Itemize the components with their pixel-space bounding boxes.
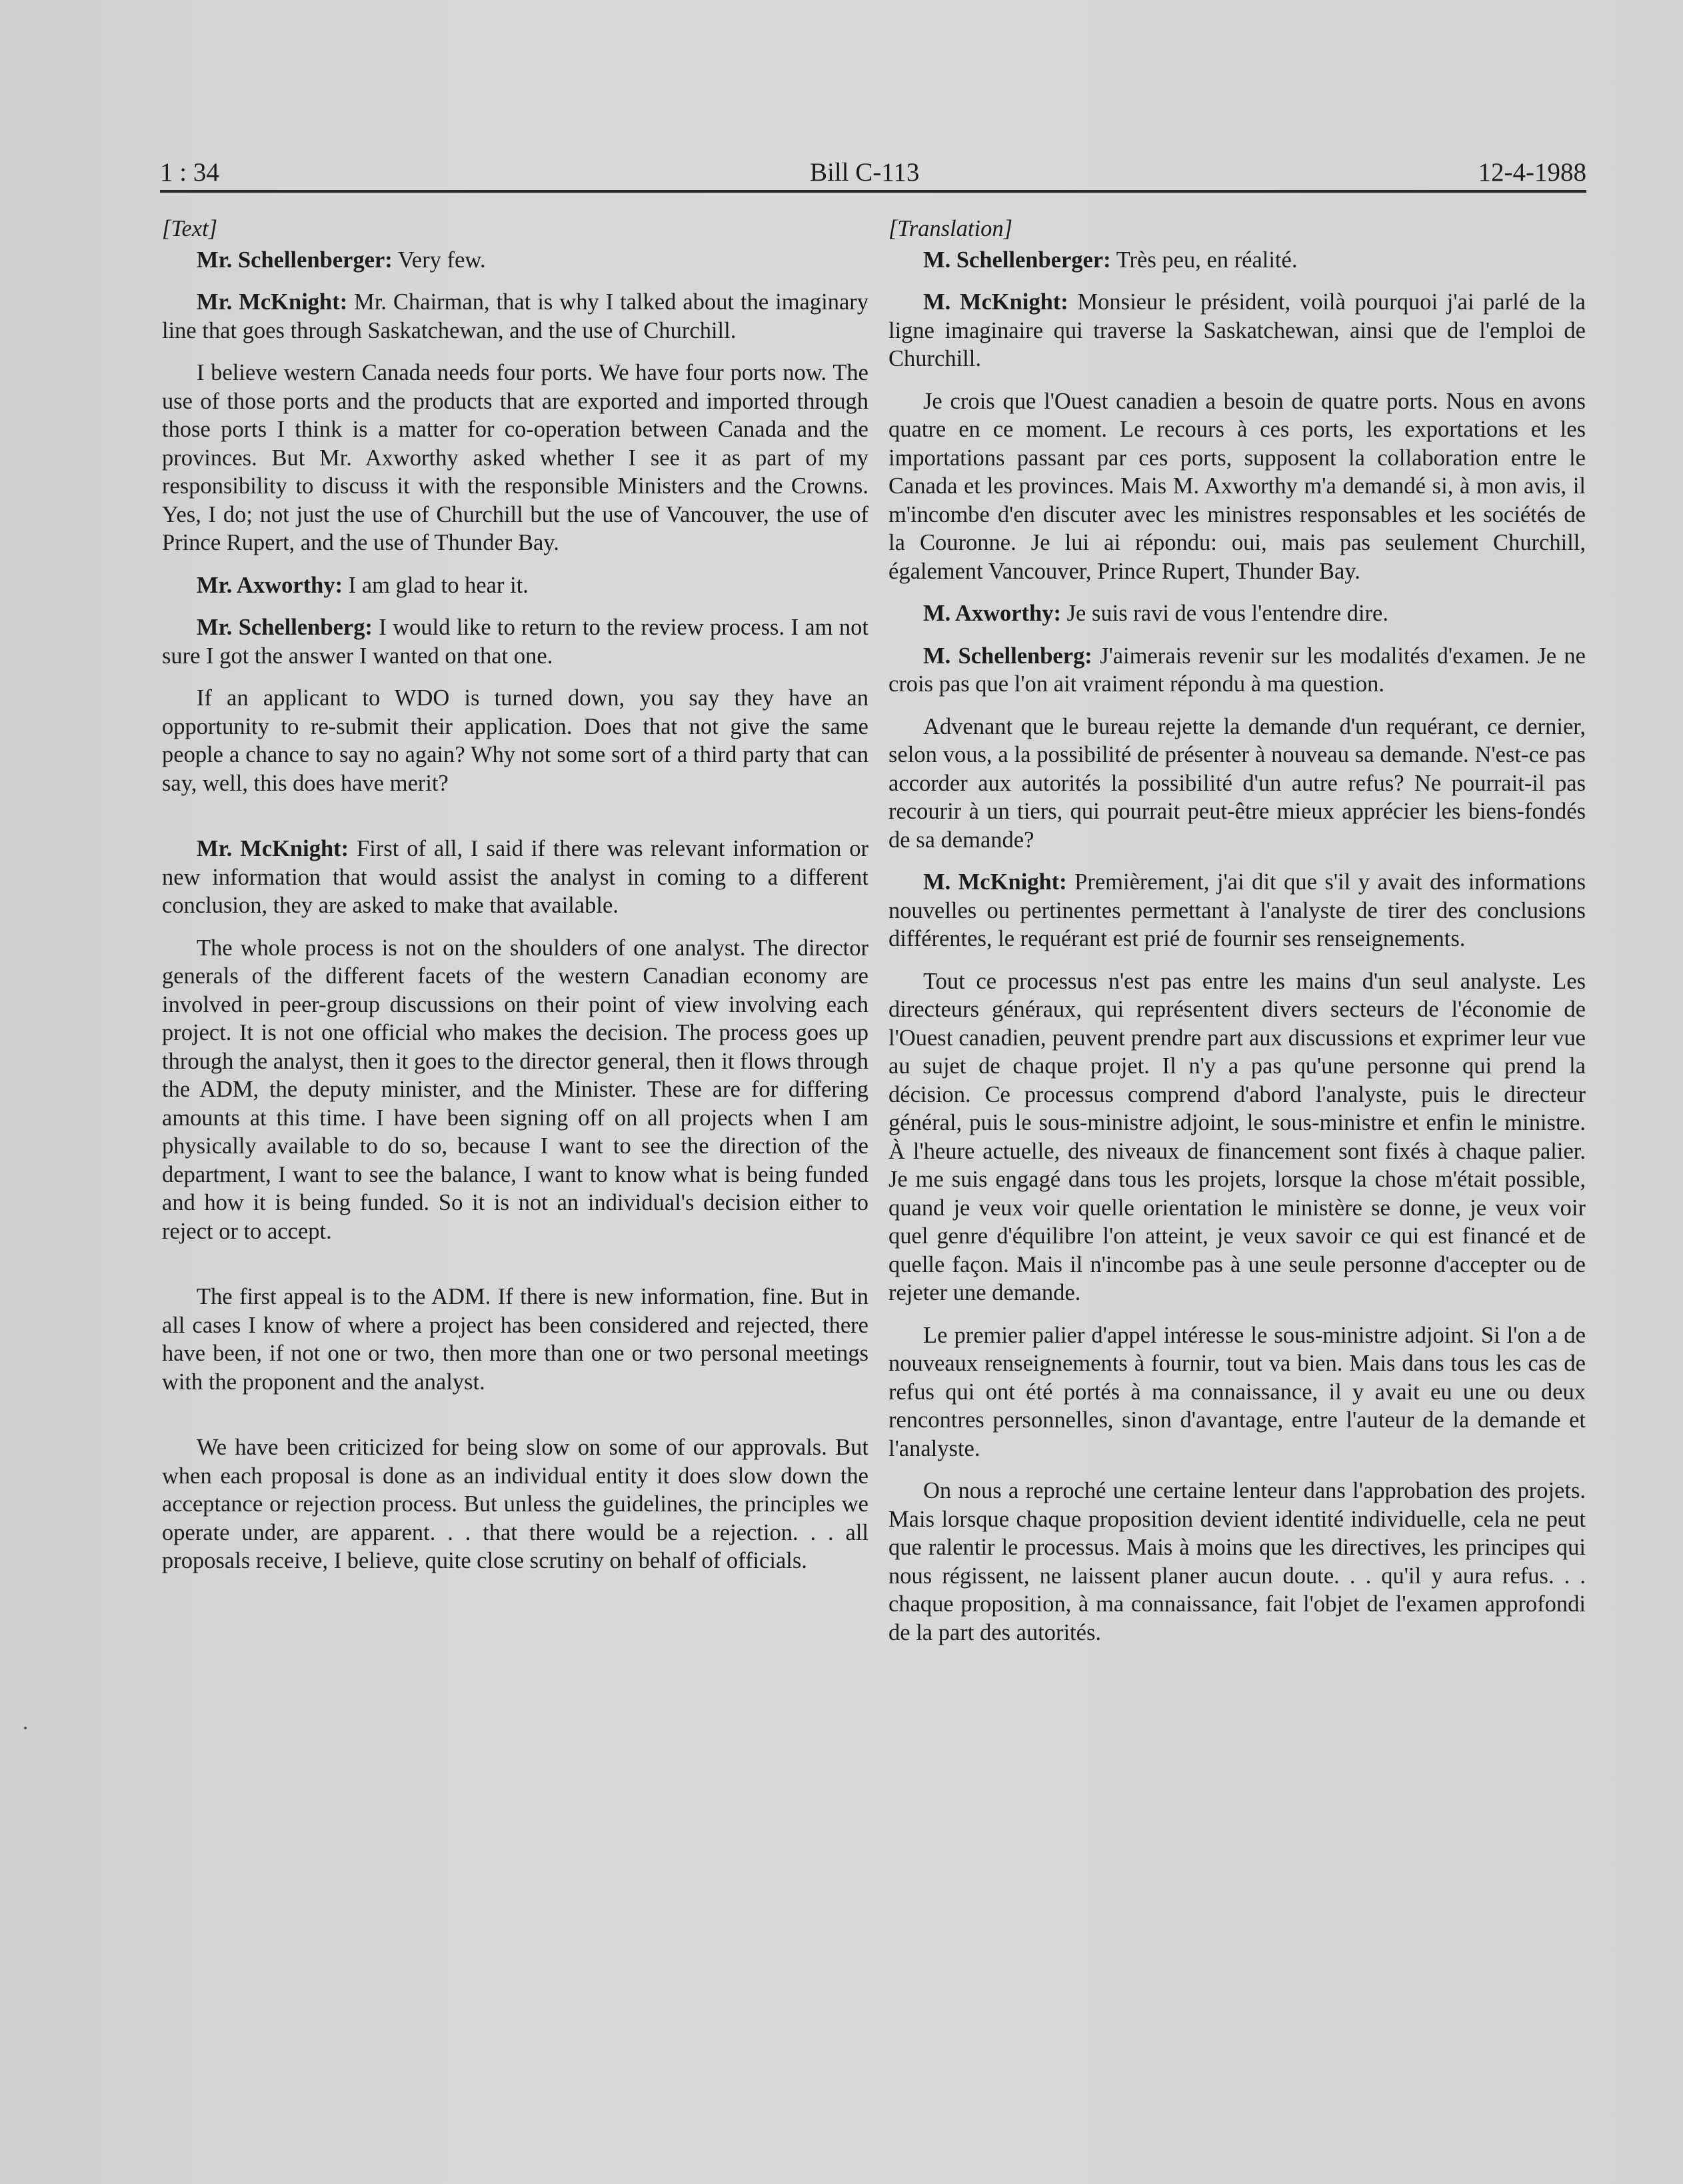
speech-text: Monsieur le président, voilà pourquoi j'ai parlé de la ligne imaginaire qui traverse la Saskatchewan, ainsi que de l'emploi de Churchill. bbox=[888, 289, 1586, 371]
speech-text: Je suis ravi de vous l'entendre dire. bbox=[1060, 601, 1388, 626]
scan-speck bbox=[24, 1727, 27, 1729]
speech-text: J'aimerais revenir sur les modalités d'examen. Je ne crois pas que l'on ait vraiment répondu à ma question. bbox=[888, 643, 1586, 697]
speaker-name: M. McKnight: bbox=[923, 869, 1067, 895]
paragraph: Tout ce processus n'est pas entre les mains d'un seul analyste. Les directeurs généraux, qui représentent divers secteurs de l'économie de l'Ouest canadien, peuvent prendre part aux discussions et exprimer leur vue au sujet de chaque projet. Il n'y a pas qu'une personne qui prend la décision. Ce processus comprend d'abord l'analyste, puis le directeur général, puis le sous-ministre adjoint, le sous-ministre et enfin le ministre. À l'heure actuelle, des niveaux de financement sont fixés à chaque palier. Je me suis engagé dans tous les projets, lorsque la chose m'était possible, quand je veux voir quelle orientation le ministère se donne, je veux voir quel genre d'équilibre l'on atteint, je veux savoir ce qui est financé et de quelle façon. Mais il n'incombe pas à une seule personne d'accepter ou de rejeter une demande. bbox=[888, 968, 1586, 1305]
page-number: 1 : 34 bbox=[160, 158, 219, 187]
paragraph bbox=[888, 246, 1586, 275]
english-column bbox=[162, 215, 868, 1589]
speech-text: I would like to return to the review process. I am not sure I got the answer I wanted on that one. bbox=[162, 615, 868, 669]
paragraph: Le premier palier d'appel intéresse le sous-ministre adjoint. Si l'on a de nouveaux renseignements à fournir, tout va bien. Mais dans tous les cas de refus qui ont été portés à ma connaissance, il y avait eu une ou deux rencontres personnelles, sinon d'avantage, entre l'auteur de la demande et l'analyste. bbox=[888, 1322, 1586, 1461]
bill-title: Bill C-113 bbox=[810, 158, 920, 187]
header-rule bbox=[160, 190, 1586, 193]
paragraph bbox=[162, 571, 868, 600]
paragraph: The whole process is not on the shoulders of one analyst. The director generals of the different facets of the western Canadian economy are involved in peer-group discussions on their point of view involving each project. It is not one official who makes the decision. The process goes up through the analyst, then it goes to the director general, then it flows through the ADM, the deputy minister, and the Minister. These are for differing amounts at this time. I have been signing off on all projects when I am physically available to do so, because I want to see the direction of the department, I want to see the balance, I want to know what is being funded and how it is being funded. So it is not an individual's decision either to reject or to accept. bbox=[162, 935, 868, 1244]
speaker-name: M. Schellenberger: bbox=[923, 247, 1111, 273]
paragraph bbox=[162, 246, 868, 275]
french-column bbox=[888, 215, 1586, 1661]
paragraph bbox=[888, 288, 1586, 373]
speech-text: Mr. Chairman, that is why I talked about the imaginary line that goes through Saskatchewan, and the use of Churchill. bbox=[162, 289, 869, 343]
speaker-name: Mr. Axworthy: bbox=[197, 572, 343, 598]
paragraph bbox=[162, 288, 868, 345]
speaker-name: Mr. Schellenberg: bbox=[197, 615, 373, 640]
text-tag: [Text] bbox=[162, 216, 218, 241]
speaker-name: Mr. McKnight: bbox=[197, 289, 348, 315]
paragraph bbox=[888, 642, 1586, 699]
paragraph bbox=[162, 835, 868, 920]
paragraph bbox=[162, 613, 868, 670]
paragraph bbox=[888, 599, 1586, 628]
paragraph bbox=[888, 868, 1586, 953]
paragraph: We have been criticized for being slow on some of our approvals. But when each proposal is done as an individual entity it does slow down the acceptance or rejection process. But unless the guidelines, the principles we operate under, are apparent. . . that there would be a rejection. . . all proposals receive, I believe, quite close scrutiny on behalf of officials. bbox=[162, 1435, 868, 1573]
speech-text: Premièrement, j'ai dit que s'il y avait des informations nouvelles ou pertinentes permettant à l'analyste de tirer des conclusions différentes, le requérant est prié de fournir ses renseignements. bbox=[888, 869, 1586, 951]
page-header bbox=[160, 157, 1586, 191]
paragraph: On nous a reproché une certaine lenteur dans l'approbation des projets. Mais lorsque chaque proposition devient identité individuelle, cela ne peut que ralentir le processus. Mais à moins que les directives, les principes qui nous régissent, ne laissent planer aucun doute. . . qu'il y aura refus. . . chaque proposition, à ma connaissance, fait l'objet de l'examen approfondi de la part des autorités. bbox=[888, 1478, 1586, 1645]
paragraph: Advenant que le bureau rejette la demande d'un requérant, ce dernier, selon vous, a la possibilité de présenter à nouveau sa demande. N'est-ce pas accorder aux autorités la possibilité d'un autre refus? Ne pourrait-il pas recourir à un tiers, qui pourrait peut-être mieux apprécier les biens-fondés de sa demande? bbox=[888, 713, 1586, 853]
paragraph: I believe western Canada needs four ports. We have four ports now. The use of those ports and the products that are exported and imported through those ports I think is a matter for co-operation between Canada and the provinces. But Mr. Axworthy asked whether I see it as part of my responsibility to discuss it with the responsible Ministers and the Crowns. Yes, I do; not just the use of Churchill but the use of Vancouver, the use of Prince Rupert, and the use of Thunder Bay. bbox=[162, 360, 868, 555]
speech-text: First of all, I said if there was relevant information or new information that would assist the analyst in coming to a different conclusion, they are asked to make that available. bbox=[162, 836, 869, 918]
paragraph: Je crois que l'Ouest canadien a besoin de quatre ports. Nous en avons quatre en ce moment. Le recours à ces ports, les exportations et les importations passant par ces ports, supposent la collaboration entre le Canada et les provinces. Mais M. Axworthy m'a demandé si, à mon avis, il m'incombe d'en discuter avec les ministres responsables et les sociétés de la Couronne. Je lui ai répondu: oui, mais pas seulement Churchill, également Vancouver, Prince Rupert, Thunder Bay. bbox=[888, 388, 1586, 584]
translation-tag: [Translation] bbox=[888, 216, 1012, 241]
meeting-date: 12-4-1988 bbox=[1478, 158, 1586, 187]
speaker-name: M. McKnight: bbox=[923, 289, 1068, 315]
speech-text: Very few. bbox=[392, 247, 486, 273]
speaker-name: M. Axworthy: bbox=[923, 601, 1061, 626]
speech-text: I am glad to hear it. bbox=[343, 572, 529, 598]
paragraph: The first appeal is to the ADM. If there is new information, fine. But in all cases I know of where a project has been considered and rejected, there have been, if not one or two, then more than one or two personal meetings with the proponent and the analyst. bbox=[162, 1284, 868, 1395]
speaker-name: M. Schellenberg: bbox=[923, 643, 1092, 669]
speaker-name: Mr. Schellenberger: bbox=[197, 247, 393, 273]
paragraph: If an applicant to WDO is turned down, you say they have an opportunity to re-submit their application. Does that not give the same people a chance to say no again? Why not some sort of a third party that can say, well, this does have merit? bbox=[162, 685, 868, 796]
speaker-name: Mr. McKnight: bbox=[197, 836, 349, 861]
speech-text: Très peu, en réalité. bbox=[1110, 247, 1298, 273]
